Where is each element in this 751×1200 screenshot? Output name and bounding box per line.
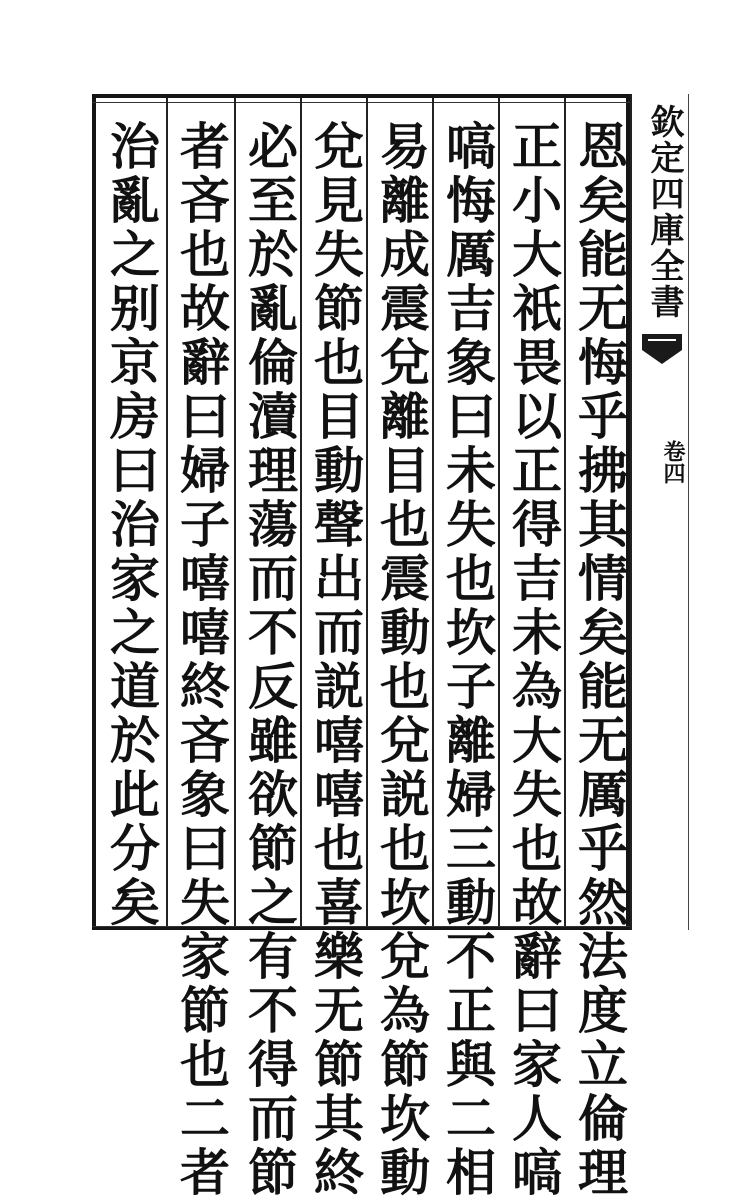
column-divider (234, 98, 236, 926)
column-text: 恩矣能无悔乎拂其情矣能无厲乎然法度立倫理 (570, 120, 629, 1200)
column-text: 治亂之别京房曰治家之道於此分矣 (102, 120, 161, 930)
fish-tail-mark-icon (640, 330, 684, 370)
column-text: 正小大祇畏以正得吉未為大失也故辭曰家人嗃 (504, 120, 563, 1200)
column-divider (166, 98, 168, 926)
column-divider (300, 98, 302, 926)
column-divider (366, 98, 368, 926)
text-column-2 (502, 120, 564, 1200)
text-column-5 (304, 120, 366, 1200)
column-text: 易離成震兌離目也震動也兌説也坎兌為節坎動 (372, 120, 431, 1200)
text-column-1 (568, 120, 630, 1200)
text-column-4 (370, 120, 432, 1200)
frame-inner-rule (92, 102, 630, 103)
margin-outer-line (688, 94, 689, 930)
column-divider (432, 98, 434, 926)
column-text: 者吝也故辭曰婦子嘻嘻終吝象曰失家節也二者 (172, 120, 231, 1200)
column-text: 兌見失節也目動聲出而説嘻嘻也喜樂无節其終 (306, 120, 365, 1200)
book-title: 欽定四庫全書 (644, 104, 684, 320)
volume-label: 卷四 (660, 440, 686, 484)
column-divider (564, 98, 566, 926)
text-column-6 (238, 120, 300, 1200)
column-text: 嗃悔厲吉象曰未失也坎子離婦三動不正與二相 (438, 120, 497, 1200)
text-column-7 (170, 120, 232, 1200)
text-column-3 (436, 120, 498, 1200)
column-text: 必至於亂倫瀆理蕩而不反雖欲節之有不得而節 (240, 120, 299, 1200)
frame-bottom-rule (92, 926, 630, 927)
column-divider (498, 98, 500, 926)
text-column-8 (100, 120, 162, 930)
